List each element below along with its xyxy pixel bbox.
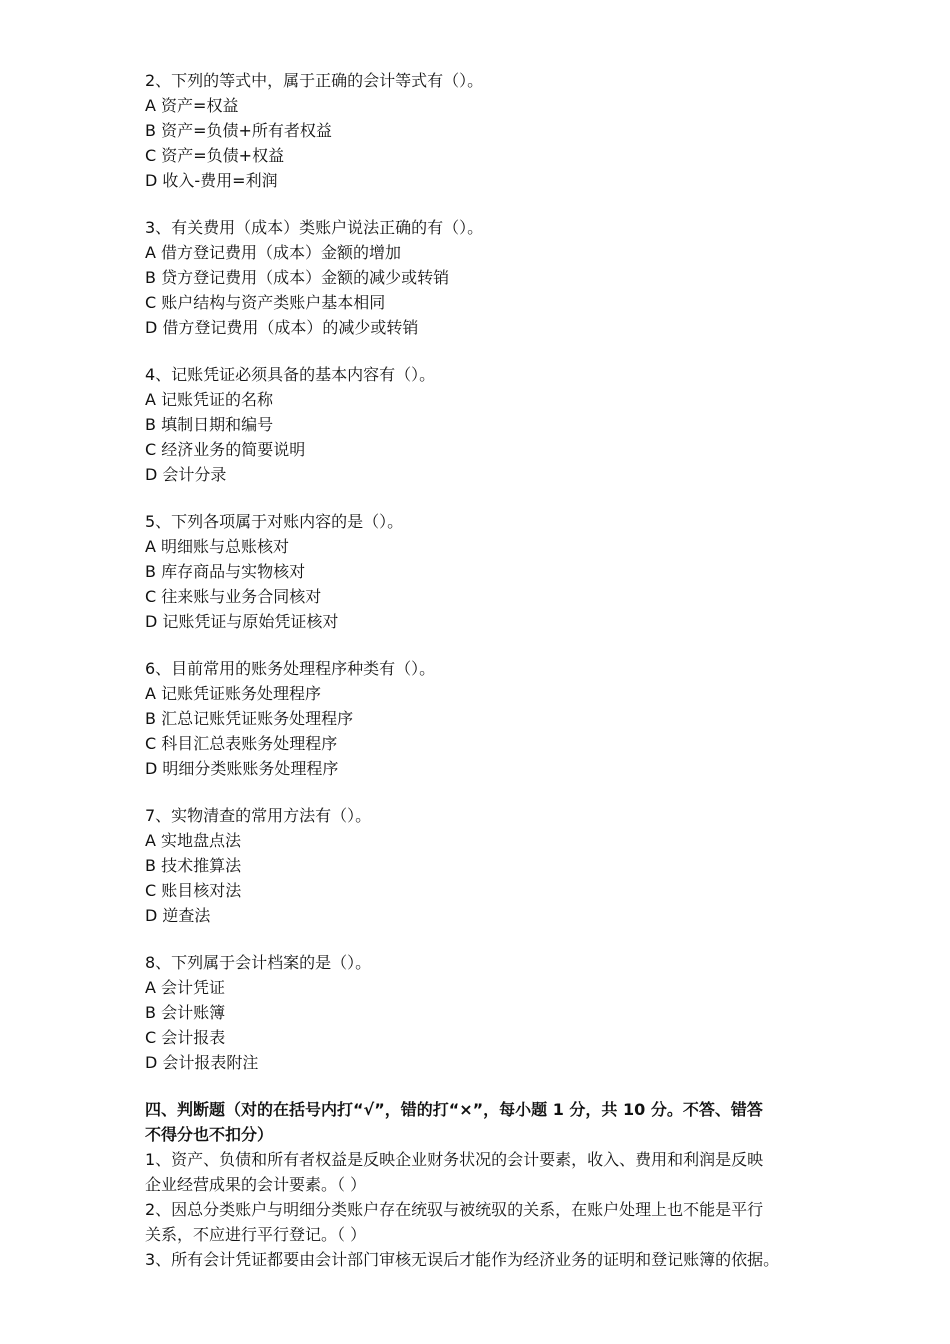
tf-item-1: 1、资产、负债和所有者权益是反映企业财务状况的会计要素，收入、费用和利润是反映 bbox=[145, 1150, 764, 1169]
option-b: B 贷方登记费用（成本）金额的减少或转销 bbox=[145, 268, 450, 287]
option-c: C 科目汇总表账务处理程序 bbox=[145, 734, 338, 753]
option-c: C 会计报表 bbox=[145, 1028, 226, 1047]
option-c: C 资产=负债+权益 bbox=[145, 146, 285, 165]
question-7 bbox=[145, 803, 810, 928]
question-4 bbox=[145, 362, 810, 487]
question-stem: 4、记账凭证必须具备的基本内容有（）。 bbox=[145, 365, 436, 384]
option-b: B 技术推算法 bbox=[145, 856, 242, 875]
option-a: A 明细账与总账核对 bbox=[145, 537, 290, 556]
question-stem: 6、目前常用的账务处理程序种类有（）。 bbox=[145, 659, 436, 678]
option-a: A 记账凭证账务处理程序 bbox=[145, 684, 322, 703]
option-c: C 账目核对法 bbox=[145, 881, 242, 900]
option-b: B 会计账簿 bbox=[145, 1003, 226, 1022]
question-6 bbox=[145, 656, 810, 781]
option-d: D 会计分录 bbox=[145, 465, 227, 484]
option-b: B 库存商品与实物核对 bbox=[145, 562, 306, 581]
option-d: D 收入-费用=利润 bbox=[145, 171, 278, 190]
option-a: A 借方登记费用（成本）金额的增加 bbox=[145, 243, 402, 262]
tf-item-1-continued: 企业经营成果的会计要素。（ ） bbox=[145, 1175, 367, 1194]
question-5 bbox=[145, 509, 810, 634]
option-d: D 会计报表附注 bbox=[145, 1053, 259, 1072]
section-true-false bbox=[145, 1097, 810, 1272]
option-a: A 会计凭证 bbox=[145, 978, 226, 997]
question-2 bbox=[145, 68, 810, 193]
question-3 bbox=[145, 215, 810, 340]
option-d: D 记账凭证与原始凭证核对 bbox=[145, 612, 339, 631]
question-stem: 7、实物清查的常用方法有（）。 bbox=[145, 806, 372, 825]
option-c: C 经济业务的简要说明 bbox=[145, 440, 306, 459]
tf-item-3: 3、所有会计凭证都要由会计部门审核无误后才能作为经济业务的证明和登记账簿的依据。 bbox=[145, 1250, 780, 1269]
tf-item-2-continued: 关系，不应进行平行登记。（ ） bbox=[145, 1225, 367, 1244]
option-d: D 明细分类账账务处理程序 bbox=[145, 759, 339, 778]
question-stem: 5、下列各项属于对账内容的是（）。 bbox=[145, 512, 404, 531]
option-a: A 资产=权益 bbox=[145, 96, 239, 115]
option-c: C 往来账与业务合同核对 bbox=[145, 587, 322, 606]
option-c: C 账户结构与资产类账户基本相同 bbox=[145, 293, 386, 312]
question-8 bbox=[145, 950, 810, 1075]
question-stem: 3、有关费用（成本）类账户说法正确的有（）。 bbox=[145, 218, 484, 237]
question-stem: 8、下列属于会计档案的是（）。 bbox=[145, 953, 372, 972]
option-b: B 资产=负债+所有者权益 bbox=[145, 121, 332, 140]
option-a: A 记账凭证的名称 bbox=[145, 390, 274, 409]
option-d: D 逆查法 bbox=[145, 906, 211, 925]
option-d: D 借方登记费用（成本）的减少或转销 bbox=[145, 318, 419, 337]
tf-item-2: 2、因总分类账户与明细分类账户存在统驭与被统驭的关系，在账户处理上也不能是平行 bbox=[145, 1200, 764, 1219]
option-a: A 实地盘点法 bbox=[145, 831, 242, 850]
section-title: 四、判断题（对的在括号内打“√”，错的打“×”，每小题 1 分，共 10 分。不答、错答 bbox=[145, 1100, 763, 1119]
question-stem: 2、下列的等式中，属于正确的会计等式有（）。 bbox=[145, 71, 484, 90]
section-title-continued: 不得分也不扣分） bbox=[145, 1125, 274, 1144]
option-b: B 填制日期和编号 bbox=[145, 415, 274, 434]
option-b: B 汇总记账凭证账务处理程序 bbox=[145, 709, 354, 728]
